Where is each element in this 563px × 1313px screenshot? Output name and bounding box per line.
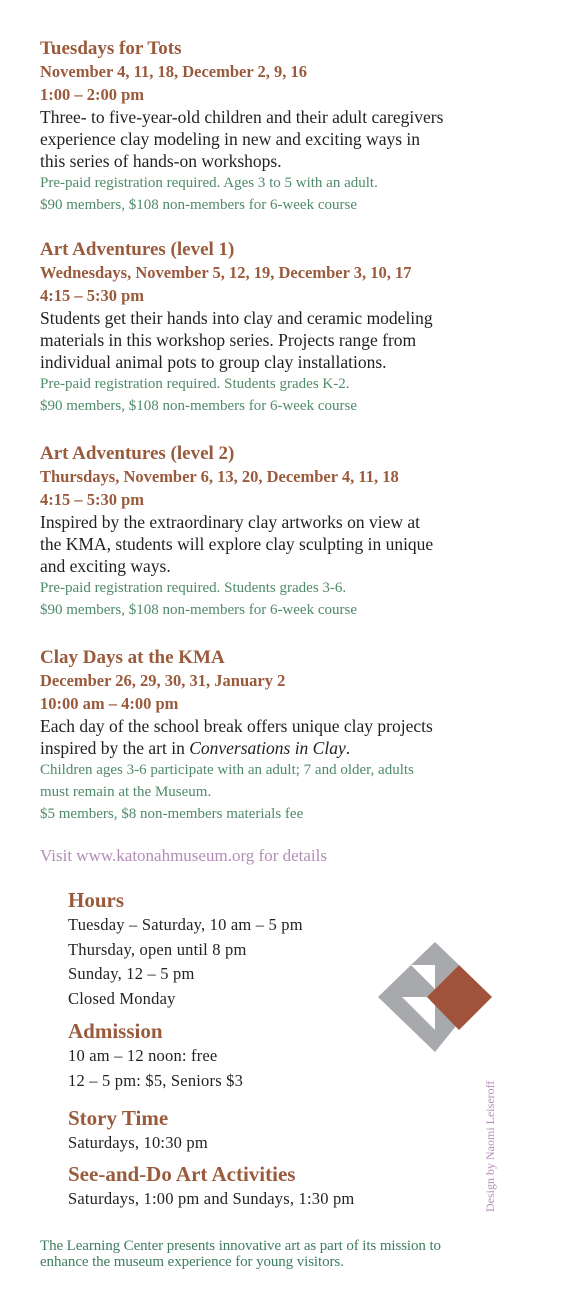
program-note: must remain at the Museum. [40,784,212,800]
program-art-adventures-1 [40,238,540,417]
program-price: $90 members, $108 non-members for 6-week course [40,602,357,618]
program-note: Pre-paid registration required. Students grades K-2. [40,376,350,392]
see-and-do-section [68,1161,448,1212]
program-title: Clay Days at the KMA [40,647,225,668]
description-lead: inspired by the art in [40,738,190,758]
program-time: 4:15 – 5:30 pm [40,490,145,509]
story-time-heading: Story Time [68,1106,169,1130]
program-dates: Wednesdays, November 5, 12, 19, December 3, 10, 17 [40,263,412,282]
program-dates: December 26, 29, 30, 31, January 2 [40,671,286,690]
story-time-line: Saturdays, 10:30 pm [68,1133,208,1152]
kma-diamond-logo-icon [378,942,492,1052]
program-description-line: Each day of the school break offers unique clay projects [40,716,433,736]
program-description-line: individual animal pots to group clay installations. [40,352,387,372]
program-note: Children ages 3-6 participate with an adult; 7 and older, adults [40,762,414,778]
program-note: Pre-paid registration required. Ages 3 to 5 with an adult. [40,175,378,191]
program-clay-days [40,646,540,825]
program-art-adventures-2 [40,442,540,621]
description-tail: . [345,738,351,758]
program-description-line: materials in this workshop series. Projects range from [40,330,417,350]
hours-line: Sunday, 12 – 5 pm [68,964,195,983]
see-and-do-line: Saturdays, 1:00 pm and Sundays, 1:30 pm [68,1189,355,1208]
program-time: 1:00 – 2:00 pm [40,85,145,104]
see-and-do-heading: See-and-Do Art Activities [68,1162,296,1186]
program-price: $5 members, $8 non-members materials fee [40,806,304,822]
program-description-line [40,737,540,759]
program-description-line: the KMA, students will explore clay sculpting in unique [40,534,434,554]
program-tuesdays-for-tots [40,37,540,216]
program-description-line: experience clay modeling in new and exciting ways in [40,129,421,149]
footer-line: The Learning Center presents innovative art as part of its mission to [40,1238,441,1254]
program-description-line: Inspired by the extraordinary clay artworks on view at [40,512,421,532]
program-title: Tuesdays for Tots [40,38,182,59]
hours-line: Thursday, open until 8 pm [68,939,247,959]
design-credit: Design by Naomi Leiseroff [483,1080,497,1212]
admission-line: 12 – 5 pm: $5, Seniors $3 [68,1070,244,1090]
program-note: Pre-paid registration required. Students grades 3-6. [40,580,347,596]
hours-line: Tuesday – Saturday, 10 am – 5 pm [68,915,303,934]
footer-line: enhance the museum experience for young visitors. [40,1254,344,1270]
program-description-line: this series of hands-on workshops. [40,151,282,171]
program-time: 4:15 – 5:30 pm [40,286,145,305]
program-price: $90 members, $108 non-members for 6-week course [40,197,357,213]
hours-line: Closed Monday [68,988,176,1008]
program-time: 10:00 am – 4:00 pm [40,694,179,713]
exhibition-title: Conversations in Clay [189,738,346,758]
admission-heading: Admission [68,1019,163,1043]
program-dates: Thursdays, November 6, 13, 20, December 4, 11, 18 [40,467,399,486]
program-description-line: and exciting ways. [40,556,171,576]
hours-heading: Hours [68,888,125,912]
admission-line: 10 am – 12 noon: free [68,1046,218,1065]
program-description-line: Students get their hands into clay and ceramic modeling [40,308,433,328]
program-price: $90 members, $108 non-members for 6-week course [40,398,357,414]
program-description-line: Three- to five-year-old children and their adult caregivers [40,107,444,127]
visit-website-link[interactable]: Visit www.katonahmuseum.org for details [40,846,327,865]
footer-mission-text [40,1238,540,1270]
program-title: Art Adventures (level 2) [40,443,235,464]
program-dates: November 4, 11, 18, December 2, 9, 16 [40,62,308,81]
program-title: Art Adventures (level 1) [40,239,235,260]
story-time-section [68,1105,448,1156]
